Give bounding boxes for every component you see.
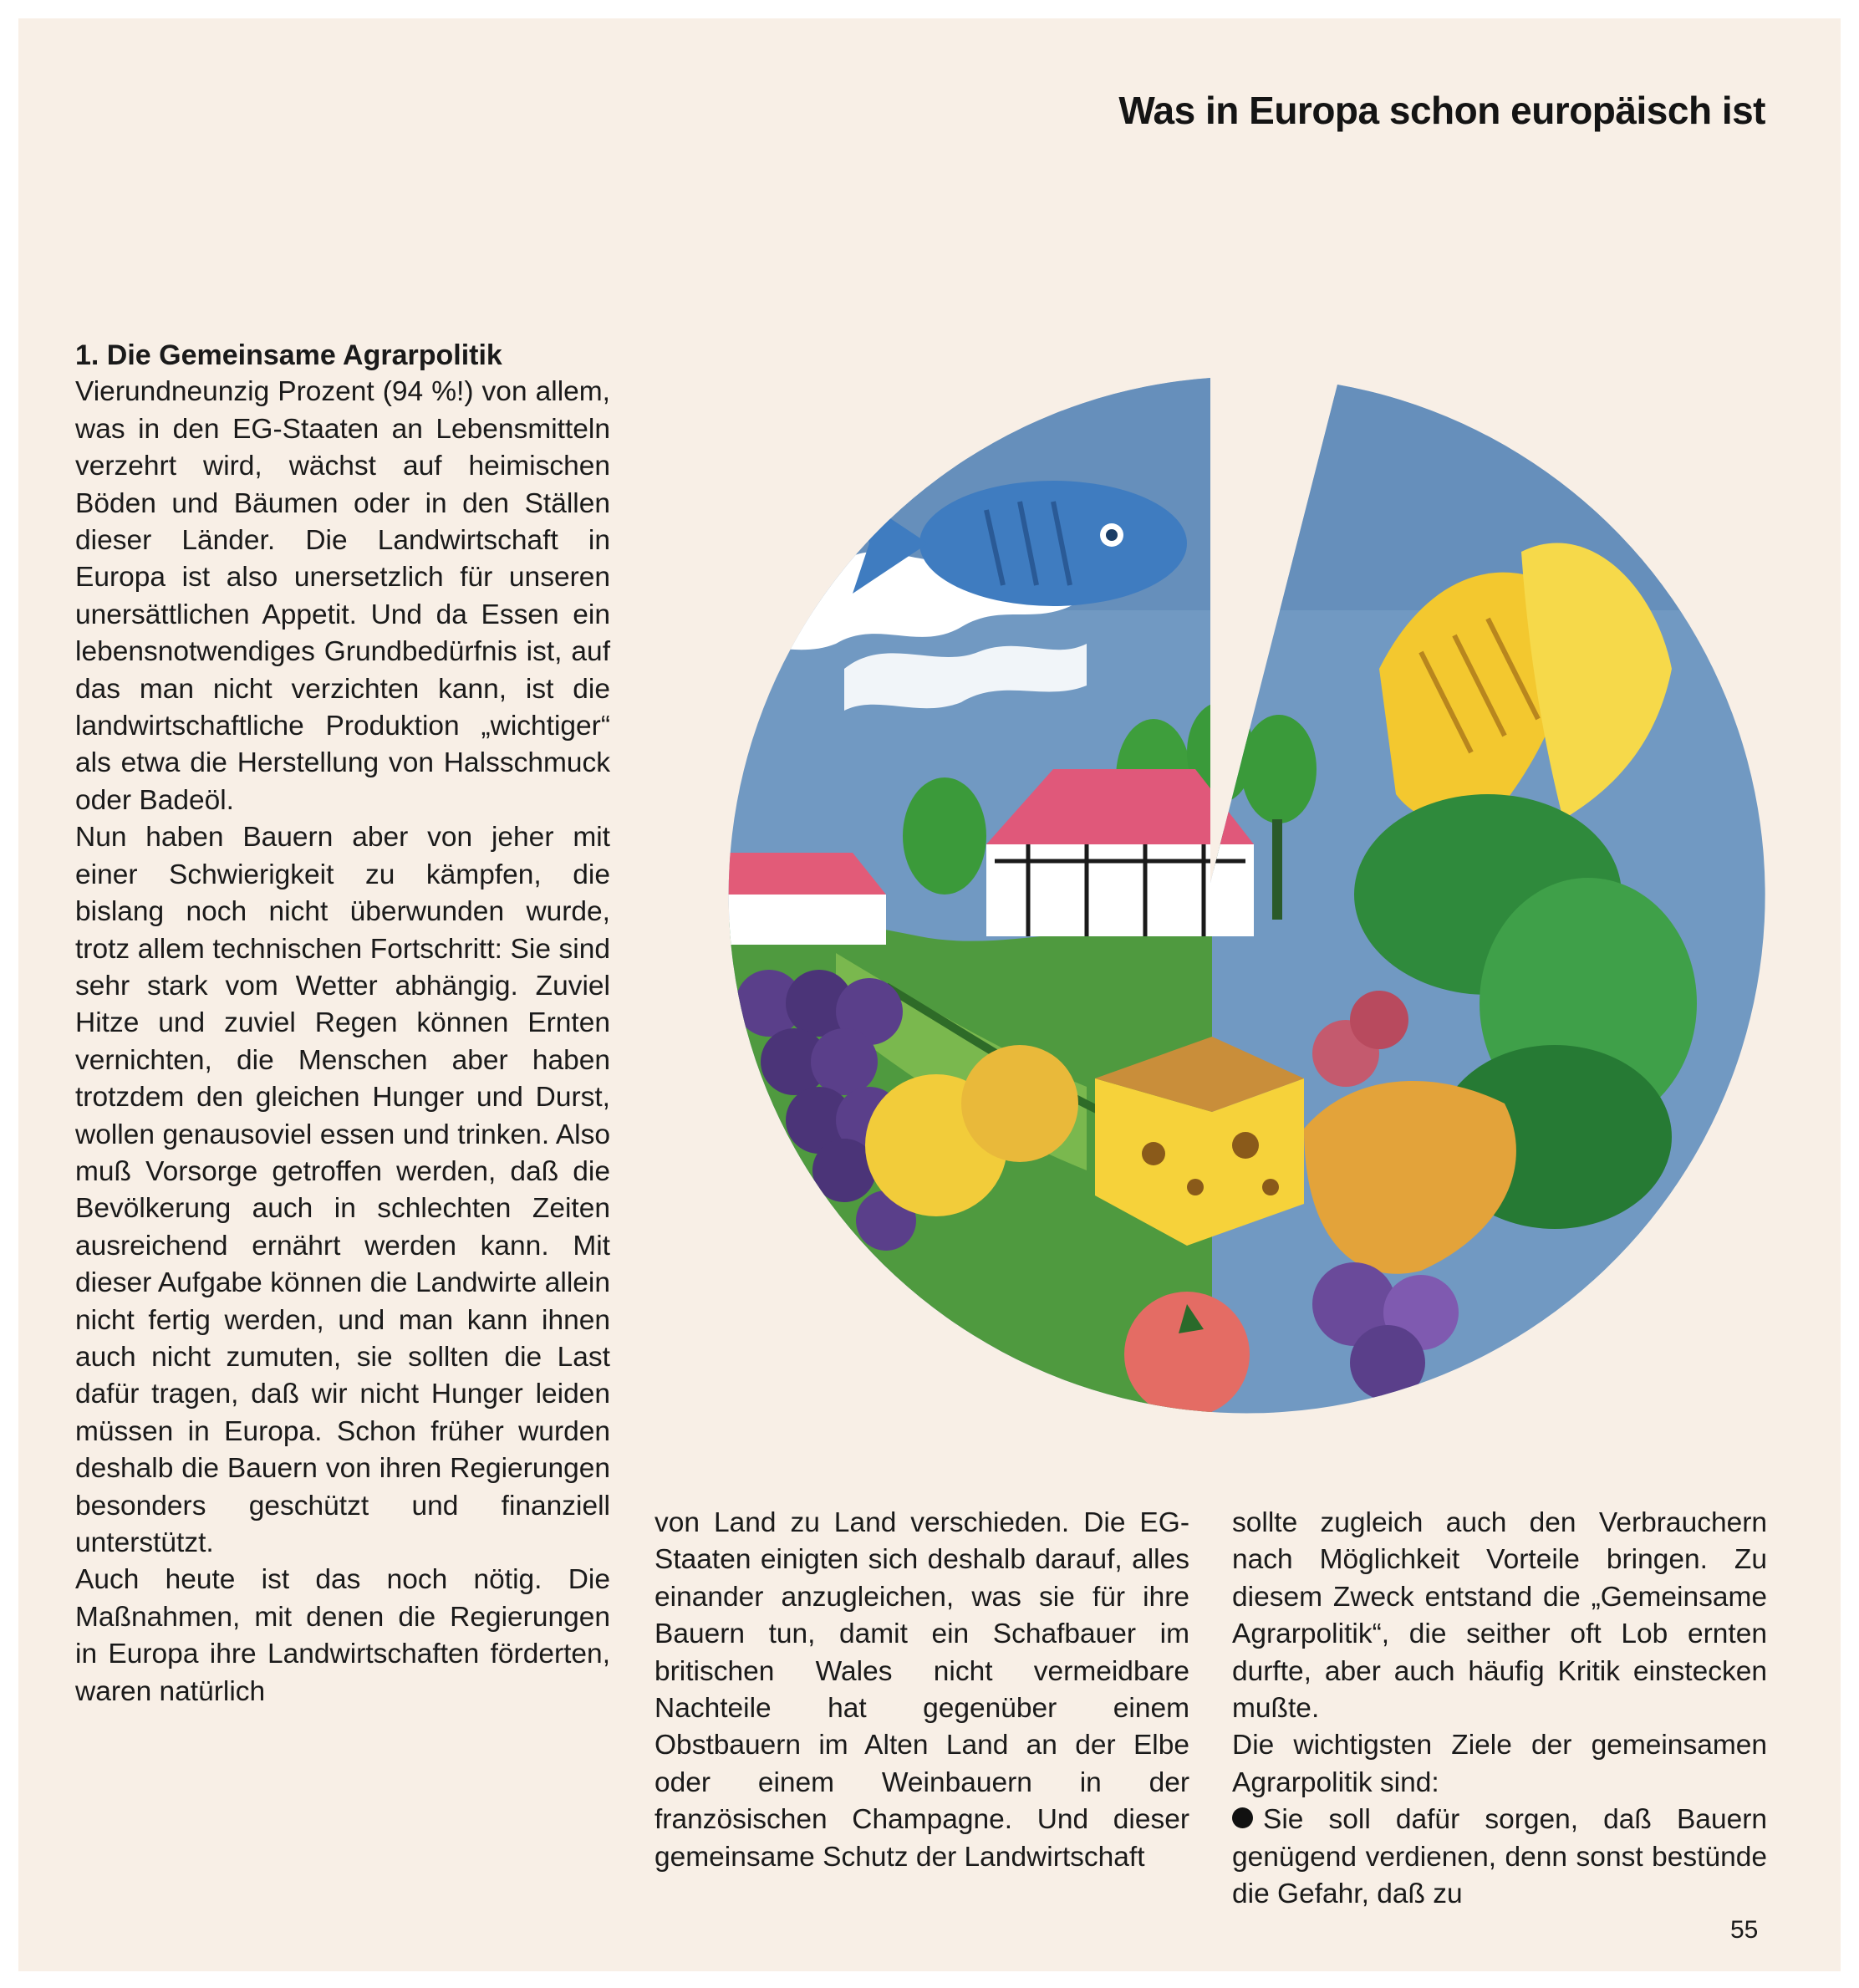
paragraph: von Land zu Land verschieden. Die EG-Staaten einigten sich deshalb darauf, alles einander anzugleichen, was sie für ihre Bauern tun, damit ein Schafbauer im britischen Wales nicht vermeidbare Nachteile hat gegenüber einem Obstbauern im Alten Land an der Elbe oder einem Weinbauern in der französischen Champagne. Und dieser gemeinsame Schutz der Landwirtschaft <box>654 1507 1189 1873</box>
paragraph: Vierundneunzig Prozent (94 %!) von allem, was in den EG-Staaten an Lebensmitteln verzehrt wird, wächst auf heimischen Böden und Bäumen oder in den Ställen dieser Länder. Die Landwirtschaft in Europa ist also unersetzlich für unseren unersättlichen Appetit. Und da Essen ein lebensnotwendiges Grundbedürfnis ist, auf das man nicht verzichten kann, ist die landwirtschaftliche Produktion „wichtiger“ als etwa die Herstellung von Halsschmuck oder Badeöl. <box>75 376 610 816</box>
paragraph: Nun haben Bauern aber von jeher mit einer Schwierigkeit zu kämpfen, die bislang noch nicht überwunden wurde, trotz allem technischen Fortschritt: Sie sind sehr stark vom Wetter abhängig. Zuviel Hitze und zuviel Regen können Ernten vernichten, die Menschen aber haben trotzdem den gleichen Hunger und Durst, wollen genausoviel essen und trinken. Also muß Vorsorge getroffen werden, daß die Bevölkerung auch in schlechten Zeiten ausreichend ernährt werden kann. Mit dieser Aufgabe können die Landwirte allein nicht fertig werden, und man kann ihnen auch nicht zumuten, sie sollten die Last dafür tragen, daß wir nicht Hunger leiden müssen in Europa. Schon früher wurden deshalb die Bauern von ihren Regierungen besonders geschützt und finanziell unterstützt. <box>75 822 610 1558</box>
page-number: 55 <box>1730 1916 1759 1944</box>
bullet-item <box>1232 1802 1767 1913</box>
article-column-2 <box>654 1505 1189 1876</box>
bullet-icon <box>1232 1807 1253 1828</box>
paragraph: Die wichtigsten Ziele der gemeinsamen Agrarpolitik sind: <box>1232 1730 1767 1798</box>
article-column-1 <box>75 337 610 1710</box>
section-heading: 1. Die Gemeinsame Agrarpolitik <box>75 339 502 371</box>
page-title: Was in Europa schon europäisch ist <box>1118 89 1765 132</box>
paragraph: Auch heute ist das noch nötig. Die Maßnahmen, mit denen die Regierungen in Europa ihre Landwirtschaften förderten, waren natürlich <box>75 1564 610 1707</box>
paragraph: sollte zugleich auch den Verbrauchern nach Möglichkeit Vorteile bringen. Zu diesem Zweck entstand die „Gemeinsame Agrarpolitik“, die seither oft Lob ernten durfte, aber auch häufig Kritik einstecken mußte. <box>1232 1507 1767 1725</box>
article-column-3 <box>1232 1505 1767 1913</box>
bullet-text: Sie soll dafür sorgen, daß Bauern genügend verdienen, denn sonst bestünde die Gefahr, daß zu <box>1232 1804 1767 1910</box>
